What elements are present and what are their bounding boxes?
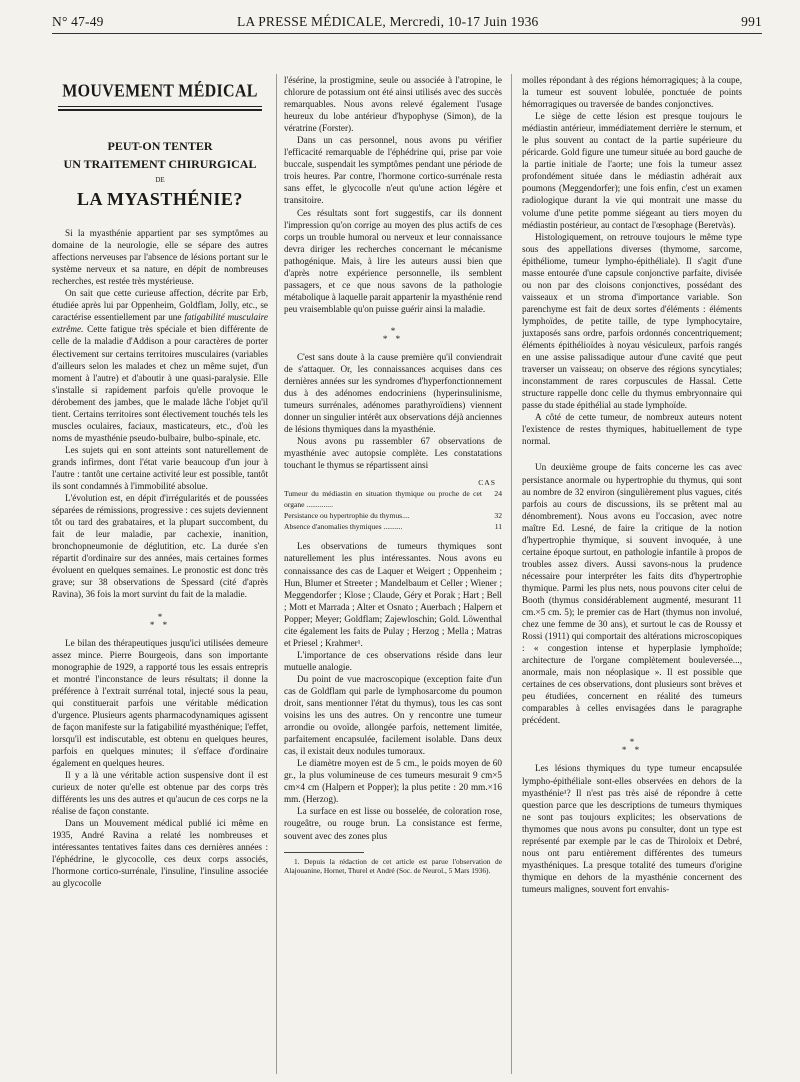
paragraph: L'importance de ces observations réside dans leur mutuelle analogie. xyxy=(284,649,502,672)
running-header xyxy=(52,10,762,32)
paragraph: La surface en est lisse ou bosselée, de coloration rose, rougeâtre, ou rouge brun. La consistance est ferme, souvent avec des zones plus xyxy=(284,806,502,841)
paragraph: Les sujets qui en sont atteints sont naturellement de grands infirmes, dont l'état varie beaucoup d'un jour à l'autre : tantôt une certaine activité leur est possible, tantôt ils sont condamnés à l'immobilité absolue. xyxy=(52,444,268,492)
rubric-rule xyxy=(58,106,262,107)
rubric-title: MOUVEMENT MÉDICAL xyxy=(62,81,258,101)
column-1 xyxy=(52,42,268,1078)
paragraph: Dans un cas personnel, nous avons pu vérifier l'efficacité remarquable de l'éphédrine qui, prise par voie buccale, suspendait les symptômes pendant une période de trois heures. Par contre, l'hormone cortico-surrénale resta sans effet, le glycocolle n'eut qu'une action légère et transitoire. xyxy=(284,135,502,206)
paragraph: Le diamètre moyen est de 5 cm., le poids moyen de 60 gr., la plus volumineuse de ces tumeurs mesurait 9 cm×5 cm×4 cm (Halpern et Popper); la plus petite : 20 mm.×16 mm. (Herzog). xyxy=(284,758,502,805)
table-header: CAS xyxy=(478,478,496,488)
paragraph: C'est sans doute à la cause première qu'il conviendrait de s'attaquer. Or, les connaissances acquises dans ces dernières années sur les syndromes d'hyperfonctionnement dus à des adénomes endocriniens (hyperinsulinisme, tumeurs surrénales, adénomes parathyroïdiens) viennent donner un singulier intérêt aux observations déjà anciennes de lésions thymiques dans la myasthénie. xyxy=(284,351,502,435)
emphasis: fatigabilité musculaire extrême. xyxy=(52,312,268,335)
header-rule xyxy=(52,33,762,34)
paragraph: molles répondant à des régions hémorragiques; à la coupe, la tumeur est souvent lobulée, ponctuée de points hémorragiques ou traversée de bandes conjonctives. xyxy=(522,75,742,110)
paragraph: Ces résultats sont fort suggestifs, car ils donnent l'impression qu'on corrige au moyen des plus actifs de ces corps un trouble humoral ou nerveux et leur connaissance devra diriger les recherches concernant le mécanisme pathogénique. Mais, à lire les auteurs aussi bien que d'après notre expérience personnelle, ils semblent passagers, et ce que nous savons de la pathologie métabolique à laquelle parait appartenir la myasthénie rend peu vraisemblable qu'on puisse guérir ainsi la maladie. xyxy=(284,207,502,314)
column-2 xyxy=(284,74,502,1078)
paragraph: Le bilan des thérapeutiques jusqu'ici utilisées demeure assez mince. Pierre Bourgeois, dans son importante monographie de 1929, a rapporté tous les essais entrepris et montré l'inconstance de leurs résultats; il donne la préférence à l'extrait surrénal total, injecté sous la peau, qui constituerait parfois une véritable médication d'urgence. Plusieurs agents pharmacodynamiques agissent de façon manifeste sur la fatigabilité myasthénique; l'effet, lorsqu'il est indiscutable, est obtenu en quelques heures, parfois en quelques minutes; il s'efface d'ordinaire également en quelques heures. xyxy=(52,637,268,768)
article-title-line: UN TRAITEMENT CHIRURGICAL xyxy=(63,157,257,172)
article-title xyxy=(52,137,268,211)
paragraph: Nous avons pu rassembler 67 observations de myasthénie avec autopsie complète. Les constatations touchant le thymus se répartissent ainsi xyxy=(284,436,502,471)
paragraph: Du point de vue macroscopique (exception faite d'un cas de Goldflam qui parle de lymphosarcome du poumon droit, sans mentionner l'état du thymus), tous les cas sont voisins les uns des autres. On y rencontre une tumeur arrondie ou ovoïde, allongée parfois, nettement limitée, parfaitement encapsulée, facilement isolable. Dans deux cas, il existait deux nodules tumoraux. xyxy=(284,673,502,757)
article-title-main: LA MYASTHÉNIE? xyxy=(77,189,243,210)
paragraph: Les lésions thymiques du type tumeur encapsulée lympho-épithéliale sont-elles observées en dehors de la myasthénie¹? Il n'est pas très aisé de répondre à cette question parce que les descriptions de tumeurs thymiques ne sont pas toujours explicites; les observations de thymomes que nous avons pu consulter, dont un type est représenté par exemple par le cas de Thiroloix et Debré, nous ont paru entièrement différentes des tumeurs myasthéniques. La presque totalité des tumeurs d'origine thymique en dehors de la myasthénie concernent des tumeurs malignes, souvent fort envahis- xyxy=(522,763,742,894)
paragraph: A côté de cette tumeur, de nombreux auteurs notent l'existence de restes thymiques, habituellement de type normal. xyxy=(522,412,742,447)
column-divider xyxy=(276,74,277,1074)
footnote-rule xyxy=(284,852,364,853)
section-separator: * * * xyxy=(382,325,404,344)
section-separator: * * * xyxy=(621,737,643,756)
paragraph: Les observations de tumeurs thymiques sont naturellement les plus intéressantes. Nous avons eu connaissance des cas de Laquer et Weigert ; Oppenheim ; Hun, Blumer et Streeter ; Mandelbaum et Celler ; Wiener ; Meggendorfer ; Klose ; Claude, Géry et Porak ; Hart ; Bell ; Mott et Marrada ; Alter et Osnato ; Auerbach ; Halpern et Popper; Meyer; Goldflam; Zajewloschin; Gold. Löwenthal cite également les faits de Pulay ; Herzog ; Mella ; Matras et Priesel ; Krahmer¹. xyxy=(284,541,502,648)
paragraph: Dans un Mouvement médical publié ici même en 1935, André Ravina a relaté les nombreuses et intéressantes tentatives faites dans ces dernières années : l'éphédrine, le glycocolle, ces deux corps associés, l'hormone cortico-surrénale, l'insuline, l'insuline associée au glycocolle xyxy=(52,818,268,889)
paragraph: Il y a là une véritable action suspensive dont il est curieux de noter qu'elle est obtenue par des corps très différents les uns des autres et qu'aucun de ces corps ne la réalise de façon constante. xyxy=(52,770,268,817)
paragraph: Le siège de cette lésion est presque toujours le médiastin antérieur, immédiatement derrière le sternum, et le plus souvent au contact de la partie supérieure du péricarde. Gold figure une tumeur située au bord gauche de la partie initiale de l'aorte; une fois la tumeur assez profondément située dans le médiastin adhérait aux poumons (Meggendorfer); une fois enfin, c'est un examen radiologique durant la vie qui montrait une masse du volume d'une petite pomme siégeant au tiers moyen du médiastin postérieur, au contact de l'œsophage (Beretvàs). xyxy=(522,111,742,230)
column-divider xyxy=(511,74,512,1074)
footnote: 1. Depuis la rédaction de cet article est parue l'observation de Alajouanine, Hornet, Thurel et André (Soc. de Neurol., 5 Mars 1936). xyxy=(284,856,502,876)
table-row: Persistance ou hypertrophie du thymus.... 32 xyxy=(284,511,502,521)
table-row: Absence d'anomalies thymiques .......... 11 xyxy=(284,522,502,532)
rubric-rule xyxy=(58,109,262,111)
paragraph: Si la myasthénie appartient par ses symptômes au domaine de la neurologie, elle se sépare des autres affections nerveuses par l'absence de lésions portant sur le système nerveux et sa nature, en dépit de nombreuses recherches, est restée très mystérieuse. xyxy=(52,228,268,287)
paragraph: On sait que cette curieuse affection, décrite par Erb, étudiée après lui par Oppenheim, Goldflam, Jolly, etc., se caractérise essentiellement par une fatigabilité musculaire extrême. Cette fatigue très spéciale et bien différente de celle de la maladie d'Addison a pour caractères de porter électivement sur certains territoires musculaires (variables d'ailleurs selon les malades et chez un même sujet, d'un moment à l'autre) et d'aboutir à une quasi-paralysie. Elle s'installe si rapidement parfois qu'elle provoque le dérobement des jambes, que le malade lâche l'objet qu'il tient. Certains territoires sont électivement touchés tels les muscles oculaires, faciaux, masticateurs, etc., d'où les noms de myasthénie pseudo-bulbaire, bulbo-spinale, etc. xyxy=(52,288,268,443)
page-number: 991 xyxy=(741,14,762,29)
column-3 xyxy=(522,74,742,1078)
article-title-de: DE xyxy=(155,176,165,185)
article-title-line: PEUT-ON TENTER xyxy=(107,139,213,154)
table-row: Tumeur du médiastin en situation thymique ou proche de cet organe .............. 24 xyxy=(284,489,502,510)
paragraph: l'ésérine, la prostigmine, seule ou associée à l'atropine, le chlorure de potassium ont été ainsi utilisés avec des succès remarquables. Nous avons relevé également l'usage heureux du lobe antérieur d'hypophyse (Simon), de la vératrine (Forster). xyxy=(284,75,502,134)
section-separator: * * * xyxy=(149,611,171,630)
journal-title: LA PRESSE MÉDICALE, Mercredi, 10-17 Juin 1936 xyxy=(237,14,539,29)
paragraph: L'évolution est, en dépit d'irrégularités et de poussées séparées de rémissions, progressive : ces sujets deviennent tôt ou tard des grabataires, et la plupart succombent, du fait de leur maladie, par cachexie, inanition, bronchopneumonie de déglutition, etc. La durée s'en répartit d'ordinaire sur des années, mais certaines formes évoluent en quelques semaines. Le pronostic est donc très grave; sur 38 observations de Spessard (cité d'après Ravina), 36 fois la mort survint du fait de la maladie. xyxy=(52,493,268,600)
issue-number: N° 47-49 xyxy=(52,14,104,29)
thymus-table xyxy=(284,477,502,532)
paragraph: Histologiquement, on retrouve toujours le même type sous des appellations diverses (thymome, sarcome, épithéliome, tumeur lympho-épithéliale). Il s'agit d'une masse entourée d'une capsule conjonctive parfaite, divisée ou non par des cloisons conjonctives, possédant des vaisseaux et un stroma d'importance variable. Son parenchyme est fait de deux sortes d'éléments : éléments lymphoïdes, de petite taille, de type lymphocytaire, juxtaposés sans ordre, parfois ordonnés concentriquement; éléments épithélioïdes à noyau vésiculeux, parfois rangés en une assise palissadique autour d'une cavité que peut traverser un vaisseau; on observe des régions syncytiales; inconstamment de rares corpuscules de Hassal. Cette structure rappelle donc celle du thymus embryonnaire qui passe du stade épithélial au stade lymphoïde. xyxy=(522,231,742,411)
paragraph: Un deuxième groupe de faits concerne les cas avec persistance anormale ou hypertrophie du thymus, qui sont au nombre de 32 environ (singulièrement plus vagues, cités parfois au cours de discussions, ils se prêtent mal au dénombrement). Nous avons eu l'occasion, avec notre maître Ed. Lesné, de faire la critique de la notion d'hypertrophie thymique, si souvent invoquée, à une certaine époque surtout, en pathologie infantile à propos de troubles assez divers. Aussi savons-nous la prudence nécessaire pour interpréter les faits dits d'hypertrophie thymique. Parmi les plus nets, nous pouvons citer celui de Booth (thymus considérablement augmenté, mesurant 11 cm.×5 cm. 5); le premier cas de Hart (thymus non involué, chez une femme de 30 ans), et surtout le cas de Roussy et Rossi (1911) qui comportait des altérations microscopiques : « congestion intense et hyperplasie lymphoïde; architecture de l'organe complètement bouleversée..., anormale, mais non néoplasique ». Il est possible que certaines de ces observations, dont plusieurs sont brèves et peu étudiées, concernent en réalité des tumeurs comparables à celles envisagées dans le paragraphe précédent. xyxy=(522,462,742,726)
